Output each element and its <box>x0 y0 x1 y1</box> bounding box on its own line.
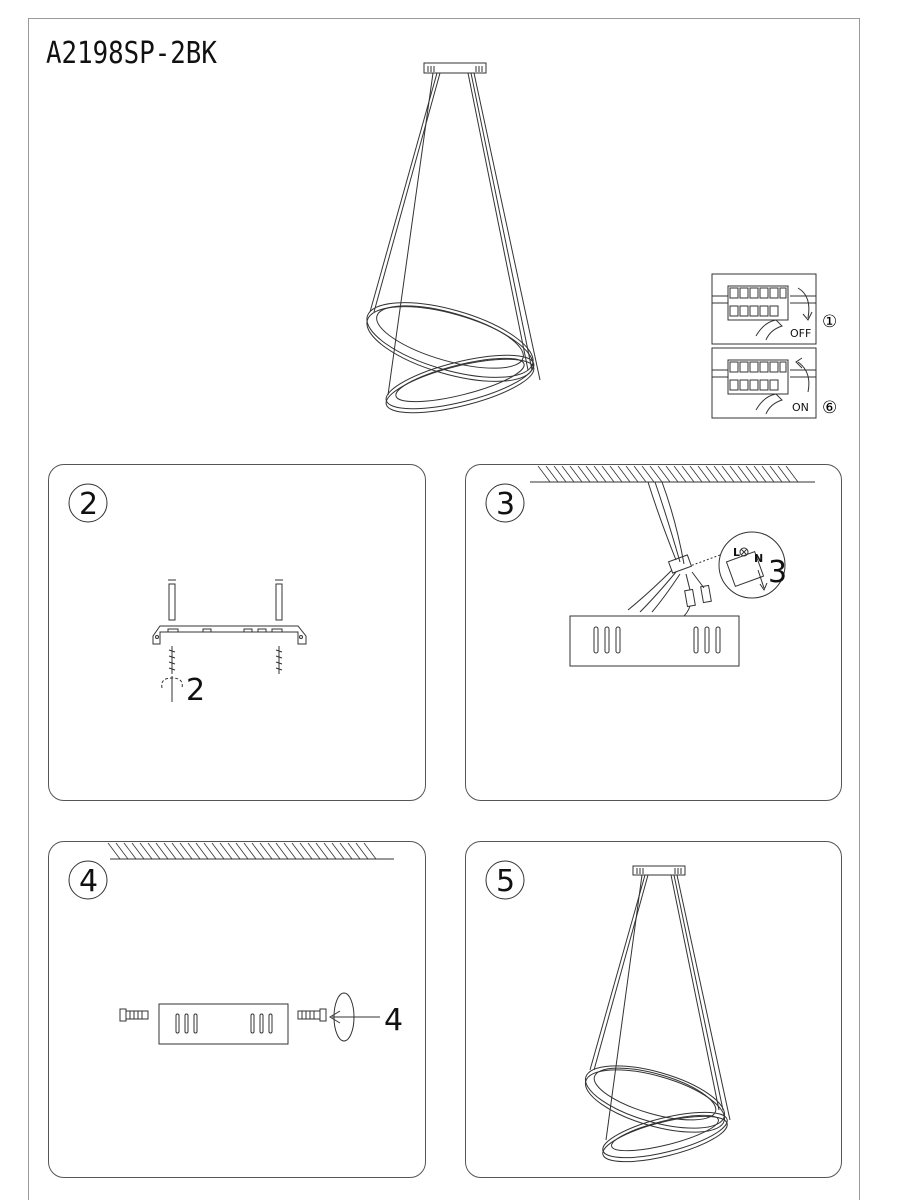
step3-arrow-number: 3 <box>768 555 788 590</box>
step3-wire-l: L <box>733 546 741 559</box>
step1-off-label: OFF <box>790 327 812 340</box>
step6-on-label: ON <box>792 401 809 414</box>
step2-number: 2 <box>79 487 99 522</box>
step3-number: 3 <box>496 487 516 522</box>
step2-arrow-number: 2 <box>186 673 206 708</box>
step3-wire-n: N <box>754 552 764 565</box>
step1-number: ① <box>822 312 838 332</box>
model-title: A2198SP-2BK <box>46 36 217 71</box>
step6-number: ⑥ <box>822 398 838 418</box>
step4-number: 4 <box>79 864 99 899</box>
step4-arrow-number: 4 <box>384 1003 404 1038</box>
step5-number: 5 <box>496 864 516 899</box>
